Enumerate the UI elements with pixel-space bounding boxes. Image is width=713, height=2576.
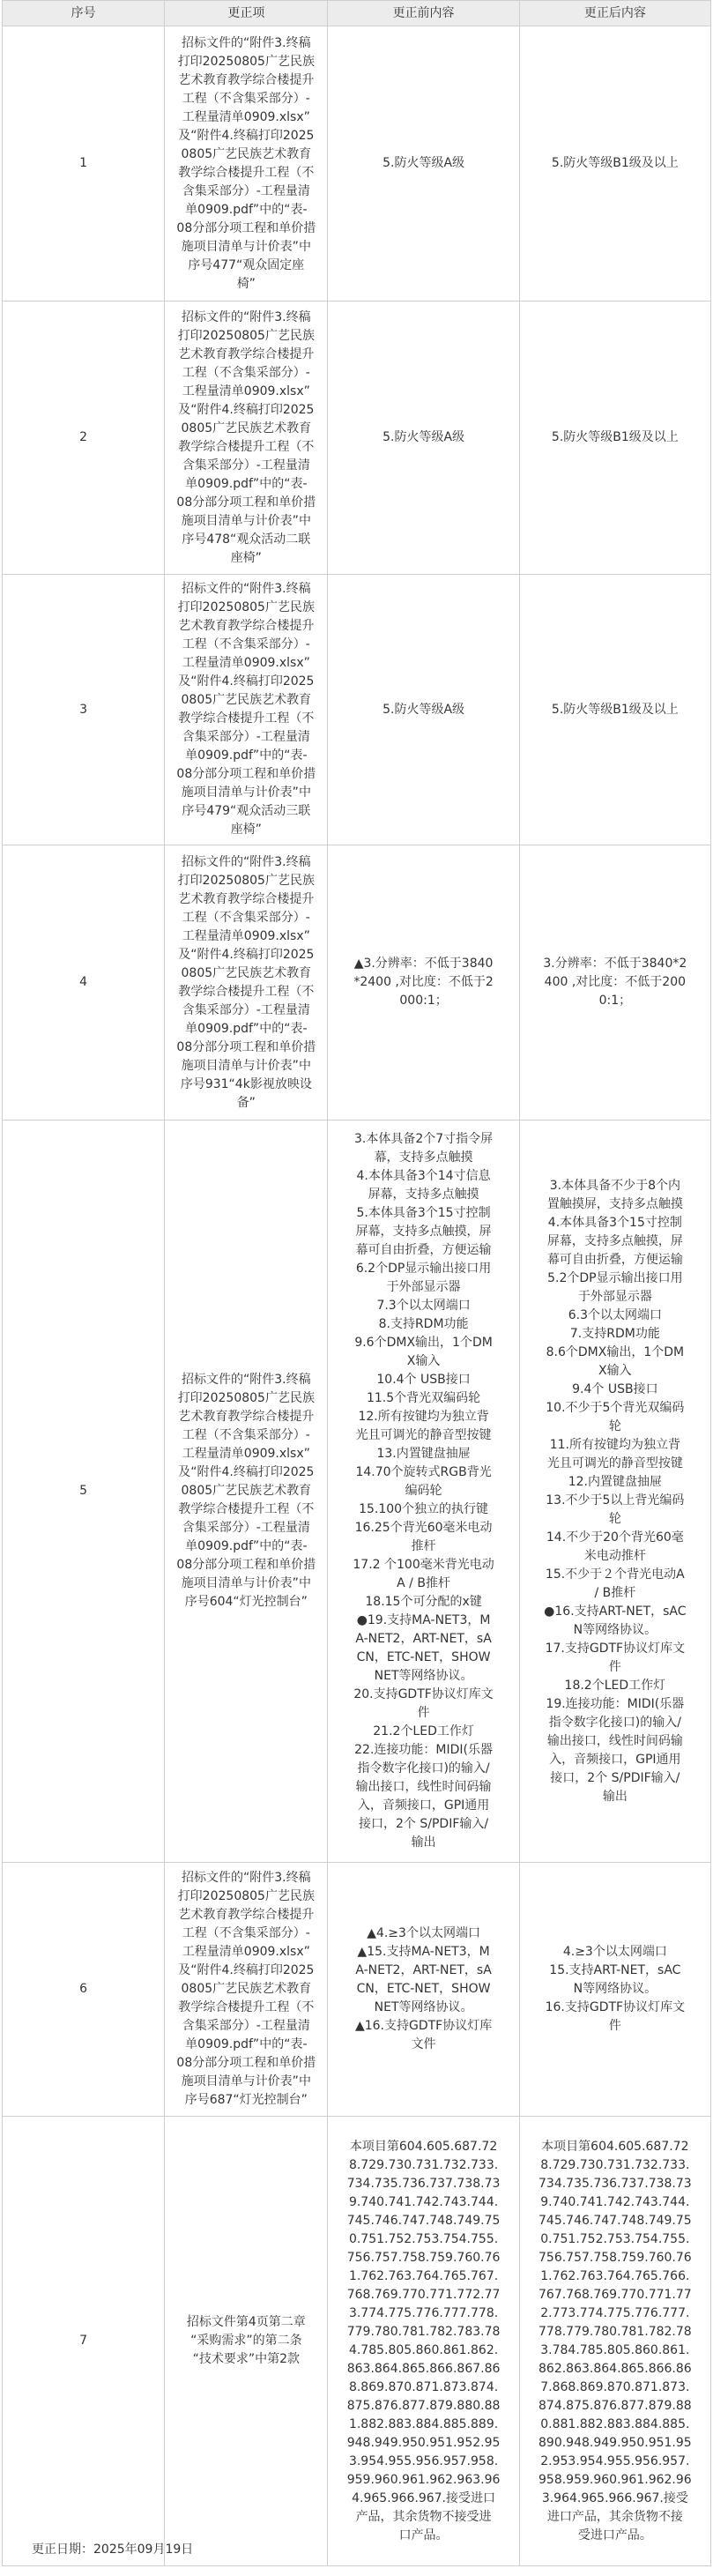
cell-line: 6.2个DP显示输出接口用	[355, 1262, 492, 1276]
cell-line: 工程（不含集采部分）-	[182, 365, 310, 380]
cell-line: 9.4个 USB接口	[572, 1381, 658, 1396]
cell-line: 3.分辨率：不低于3840*2	[543, 957, 687, 971]
cell-line: 打印20250805广艺民族	[177, 54, 315, 69]
cell-line: 958.959.960.961.962.96	[538, 2472, 692, 2487]
cell-line: 4.本体具备3个14寸信息	[356, 1169, 491, 1183]
cell-line: 工程量清单0909.xlsx”	[182, 1447, 310, 1461]
cell-line: 本项目第604.605.687.72	[541, 2139, 689, 2154]
cell-line: A / B推杆	[397, 1576, 450, 1590]
cell-line: 序号479“观众活动三联	[182, 804, 311, 818]
cell-line: 教学综合楼提升工程（不	[178, 439, 315, 454]
cell-line: N等网络协议。	[573, 1622, 657, 1637]
cell-line: 0805广艺民族艺术教育	[181, 421, 312, 436]
after-cell	[519, 26, 710, 302]
cell-line: 1.762.763.764.765.767.	[348, 2268, 499, 2283]
cell-line: 工程（不含集采部分）-	[182, 91, 310, 106]
before-cell	[328, 302, 519, 575]
cell-line: 光且可调光的静音型按键	[355, 1428, 492, 1442]
cell-line: 口产品。	[398, 2528, 449, 2542]
cell-line: 艺术教育教学综合楼提升	[178, 619, 315, 633]
cell-line: 16.25个背光60毫米电动	[354, 1521, 493, 1535]
cell-line: 4.965.966.967.接受进口	[352, 2490, 495, 2505]
cell-line: 875.876.877.879.880.88	[346, 2398, 501, 2413]
cell-line: 0:1；	[598, 994, 632, 1008]
cell-line: 工程量清单0909.xlsx”	[182, 656, 310, 670]
cell-line: “技术要求”中第2款	[192, 2352, 301, 2366]
cell-line: 20.支持GDTF协议灯库文	[353, 1687, 494, 1701]
cell-line: 产品，其余货物不接受进	[355, 2509, 492, 2524]
cell-line: 序号478“观众活动二联	[182, 532, 311, 547]
cell-line: 招标文件第4页第二章	[186, 2315, 306, 2329]
serial-cell: 2	[3, 302, 165, 575]
cell-line: 0805广艺民族艺术教育	[181, 1484, 312, 1498]
after-cell	[519, 1120, 710, 1863]
item-cell	[165, 1120, 328, 1863]
cell-line: 3.784.785.805.860.861.	[540, 2342, 690, 2357]
cell-line: 含集采部分）-工程量清	[182, 1002, 310, 1017]
item-cell	[165, 845, 328, 1120]
cell-line: 0805广艺民族艺术教育	[181, 693, 312, 707]
table-header-row	[3, 1, 711, 26]
cell-line: 17.支持GDTF协议灯库文	[545, 1641, 686, 1656]
cell-line: 单0909.pdf”中的“表-	[185, 748, 308, 763]
cell-line: 08分部分项工程和单价措	[176, 767, 316, 781]
cell-line: CN，ETC-NET，SHOW	[356, 1982, 491, 1996]
cell-line: ●16.支持ART-NET，sAC	[544, 1604, 687, 1619]
cell-line: 5.防火等级B1级及以上	[551, 430, 679, 444]
after-cell	[519, 2117, 710, 2566]
cell-line: 890.948.949.950.951.95	[538, 2435, 692, 2450]
cell-line: 10.不少于5个背光双编码	[546, 1400, 685, 1415]
cell-line: 9.740.741.742.743.744.	[540, 2194, 690, 2209]
cell-line: 进口产品，其余货物不接	[546, 2509, 683, 2524]
before-cell	[328, 2117, 519, 2566]
cell-line: ▲16.支持GDTF协议灯库	[354, 2019, 493, 2033]
cell-line: 767.768.769.770.771.77	[538, 2287, 692, 2302]
cell-line: ●19.支持MA-NET3，M	[356, 1613, 491, 1627]
item-cell	[165, 302, 328, 575]
table-row	[3, 1863, 711, 2117]
cell-line: 施项目清单与计价表”中	[181, 513, 311, 528]
cell-line: 13.内置键盘抽屉	[376, 1447, 471, 1461]
cell-line: 招标文件的“附件3.终稿	[182, 309, 311, 324]
cell-line: 14.70个旋转式RGB背光	[355, 1465, 492, 1479]
after-cell	[519, 575, 710, 845]
item-cell	[165, 575, 328, 845]
cell-line: 屏幕，支持多点触摸，屏	[546, 1233, 683, 1248]
cell-line: ▲15.支持MA-NET3，M	[357, 1945, 490, 1959]
cell-line: 9.6个DMX输出，1个DM	[354, 1336, 493, 1350]
cell-line: 0805广艺民族艺术教育	[181, 1982, 312, 1996]
cell-line: 08分部分项工程和单价措	[176, 1558, 316, 1572]
correction-table	[2, 0, 711, 2566]
cell-line: *2400 ,对比度：不低于2	[353, 975, 494, 989]
cell-line: 8.729.730.731.732.733.	[540, 2157, 690, 2172]
item-cell	[165, 26, 328, 302]
cell-line: 接口，2个 S/PDIF输入/	[550, 1770, 680, 1785]
header-item: 更正项	[165, 1, 328, 26]
cell-line: 12.所有按键均为独立背	[358, 1410, 489, 1424]
cell-line: 序号604“灯光控制台”	[184, 1595, 308, 1609]
cell-line: 输出接口，线性时间码输	[355, 1780, 492, 1794]
cell-line: 756.757.758.759.760.76	[346, 2250, 501, 2265]
item-cell	[165, 2117, 328, 2566]
cell-line: 08分部分项工程和单价措	[176, 220, 316, 235]
cell-line: 08分部分项工程和单价措	[176, 1039, 316, 1054]
cell-line: 2.773.774.775.776.777.	[540, 2305, 690, 2320]
cell-line: 18.2个LED工作灯	[564, 1678, 666, 1693]
serial-cell: 7	[3, 2117, 165, 2566]
before-cell	[328, 1863, 519, 2117]
cell-line: 施项目清单与计价表”中	[181, 239, 311, 254]
cell-line: 21.2个LED工作灯	[373, 1724, 474, 1738]
cell-line: 座椅”	[230, 823, 262, 837]
cell-line: 单0909.pdf”中的“表-	[185, 1021, 308, 1036]
cell-line: ▲4.≥3个以太网端口	[367, 1926, 480, 1940]
cell-line: 0.881.882.883.884.885.	[540, 2416, 690, 2431]
cell-line: CN，ETC-NET，SHOW	[356, 1650, 491, 1664]
cell-line: 单0909.pdf”中的“表-	[185, 476, 308, 491]
cell-line: 入，音频接口，GPI通用	[357, 1798, 490, 1813]
cell-line: 教学综合楼提升工程（不	[178, 1502, 315, 1516]
cell-line: 5.防火等级A级	[382, 156, 465, 170]
cell-line: 于外部显示器	[577, 1289, 652, 1304]
cell-line: 屏幕，支持多点触摸，屏	[355, 1225, 492, 1239]
cell-line: 779.780.781.782.783.78	[346, 2324, 501, 2339]
cell-line: 单0909.pdf”中的“表-	[185, 2037, 308, 2051]
cell-line: 输出接口，线性时间码输	[546, 1733, 683, 1748]
cell-line: 招标文件的“附件3.终稿	[182, 35, 311, 50]
cell-line: A-NET2，ART-NET，sA	[355, 1632, 492, 1646]
cell-line: 含集采部分）-工程量清	[182, 1521, 310, 1535]
cell-line: X输入	[598, 1363, 632, 1378]
table-body	[3, 26, 711, 2566]
cell-line: NET等网络协议。	[374, 2000, 473, 2014]
header-after: 更正后内容	[519, 1, 710, 26]
cell-line: 及“附件4.终稿打印2025	[178, 674, 315, 689]
after-cell	[519, 1863, 710, 2117]
cell-line: 4.本体具备3个15寸控制	[547, 1215, 682, 1230]
before-cell	[328, 1120, 519, 1863]
cell-line: 22.连接功能：MIDI(乐器	[354, 1743, 493, 1757]
cell-line: 艺术教育教学综合楼提升	[178, 1908, 315, 1922]
cell-line: 序号477“观众固定座	[188, 257, 305, 272]
cell-line: 打印20250805广艺民族	[177, 873, 315, 888]
cell-line: 含集采部分）-工程量清	[182, 2019, 310, 2033]
cell-line: 16.支持GDTF协议灯库文	[545, 2000, 686, 2014]
cell-line: 5.防火等级B1级及以上	[551, 702, 679, 717]
cell-line: 8.729.730.731.732.733.	[348, 2157, 499, 2172]
before-cell	[328, 575, 519, 845]
cell-line: 幕可自由折叠，方便运输	[546, 1252, 683, 1267]
cell-line: 教学综合楼提升工程（不	[178, 165, 315, 180]
cell-line: 本项目第604.605.687.72	[349, 2139, 498, 2154]
cell-line: 施项目清单与计价表”中	[181, 2074, 311, 2088]
cell-line: 5.防火等级B1级及以上	[551, 156, 679, 170]
cell-line: 工程量清单0909.xlsx”	[182, 928, 310, 943]
cell-line: 接口，2个 S/PDIF输入/	[359, 1817, 489, 1831]
cell-line: 件	[608, 2019, 621, 2033]
cell-line: 米电动推杆	[583, 1548, 646, 1563]
cell-line: 768.769.770.771.772.77	[346, 2287, 501, 2302]
cell-line: “采购需求”的第二条	[190, 2334, 302, 2348]
cell-line: 编码轮	[405, 1484, 442, 1498]
update-date-value: 2025年09月19日	[93, 2542, 194, 2557]
cell-line: 工程（不含集采部分）-	[182, 1926, 310, 1940]
before-cell	[328, 26, 519, 302]
cell-line: 18.15个可分配的x键	[365, 1595, 482, 1609]
cell-line: 0805广艺民族艺术教育	[181, 965, 312, 980]
cell-line: 序号687“灯光控制台”	[184, 2093, 308, 2107]
serial-cell: 3	[3, 575, 165, 845]
cell-line: 19.连接功能：MIDI(乐器	[546, 1696, 685, 1711]
cell-line: 5.防火等级A级	[382, 430, 465, 444]
cell-line: 艺术教育教学综合楼提升	[178, 891, 315, 906]
cell-line: 输出	[411, 1835, 436, 1850]
cell-line: 7.868.869.870.871.873.	[540, 2379, 690, 2394]
cell-line: 招标文件的“附件3.终稿	[182, 1373, 311, 1387]
table-row	[3, 1120, 711, 1863]
cell-line: 指令数字化接口)的输入/	[357, 1761, 490, 1776]
cell-line: 000:1；	[399, 994, 448, 1008]
cell-line: 施项目清单与计价表”中	[181, 1058, 311, 1073]
update-date-label: 更正日期：	[32, 2542, 93, 2557]
cell-line: 推杆	[411, 1539, 436, 1553]
cell-line: 745.746.747.748.749.75	[538, 2213, 692, 2228]
after-cell	[519, 845, 710, 1120]
cell-line: 工程量清单0909.xlsx”	[182, 109, 310, 124]
cell-line: / B推杆	[594, 1585, 636, 1600]
cell-line: 及“附件4.终稿打印2025	[178, 947, 315, 962]
cell-line: 幕可自由折叠，方便运输	[355, 1243, 492, 1257]
cell-line: 入，音频接口，GPI通用	[549, 1752, 681, 1767]
header-before: 更正前内容	[328, 1, 519, 26]
cell-line: NET等网络协议。	[374, 1669, 473, 1683]
cell-line: 打印20250805广艺民族	[177, 1391, 315, 1405]
cell-line: 教学综合楼提升工程（不	[178, 984, 315, 999]
cell-line: 1.882.883.884.885.889.	[348, 2416, 499, 2431]
cell-line: 1.762.763.764.765.766.	[540, 2268, 690, 2283]
cell-line: 幕，支持多点触摸	[374, 1150, 473, 1165]
cell-line: 工程量清单0909.xlsx”	[182, 383, 310, 398]
cell-line: 施项目清单与计价表”中	[181, 785, 311, 800]
cell-line: 874.875.876.877.879.88	[538, 2398, 692, 2413]
cell-line: 件	[608, 1659, 621, 1674]
cell-line: 件	[417, 1706, 430, 1720]
update-date	[32, 2541, 193, 2558]
cell-line: 艺术教育教学综合楼提升	[178, 1410, 315, 1424]
cell-line: 15.不少于２个背光电动A	[545, 1567, 685, 1582]
cell-line: 862.863.864.865.866.86	[538, 2361, 692, 2376]
cell-line: 3.本体具备不少于8个内	[549, 1178, 680, 1193]
table-row	[3, 302, 711, 575]
serial-cell: 1	[3, 26, 165, 302]
cell-line: 14.不少于20个背光60毫	[546, 1530, 684, 1545]
cell-line: 0805广艺民族艺术教育	[181, 146, 312, 161]
cell-line: 打印20250805广艺民族	[177, 1889, 315, 1903]
before-cell	[328, 845, 519, 1120]
cell-line: 招标文件的“附件3.终稿	[182, 854, 311, 869]
cell-line: 734.735.736.737.738.73	[538, 2176, 692, 2191]
cell-line: 863.864.865.866.867.86	[346, 2361, 501, 2376]
cell-line: 打印20250805广艺民族	[177, 600, 315, 614]
cell-line: 778.779.780.781.782.78	[538, 2324, 692, 2339]
cell-line: 756.757.758.759.760.76	[538, 2250, 692, 2265]
cell-line: 及“附件4.终稿打印2025	[178, 402, 315, 417]
cell-line: 文件	[411, 2037, 436, 2051]
cell-line: 于外部显示器	[386, 1280, 461, 1294]
cell-line: 受进口产品。	[577, 2528, 652, 2542]
cell-line: 734.735.736.737.738.73	[346, 2176, 501, 2191]
cell-line: 0.751.752.753.754.755.	[540, 2231, 690, 2246]
cell-line: 艺术教育教学综合楼提升	[178, 72, 315, 87]
cell-line: 艺术教育教学综合楼提升	[178, 346, 315, 361]
cell-line: 座椅”	[230, 550, 262, 565]
cell-line: 6.3个以太网端口	[568, 1307, 662, 1322]
cell-line: 08分部分项工程和单价措	[176, 2056, 316, 2070]
cell-line: 13.不少于5以上背光编码	[546, 1493, 685, 1508]
item-cell	[165, 1863, 328, 2117]
table-row	[3, 2117, 711, 2566]
cell-line: 教学综合楼提升工程（不	[178, 711, 315, 726]
cell-line: 轮	[608, 1418, 621, 1433]
cell-line: 8.支持RDM功能	[378, 1317, 469, 1331]
cell-line: 15.支持ART-NET，sAC	[549, 1963, 681, 1977]
cell-line: 含集采部分）-工程量清	[182, 183, 310, 198]
cell-line: 屏幕，支持多点触摸	[368, 1187, 479, 1202]
cell-line: 745.746.747.748.749.75	[346, 2213, 501, 2228]
cell-line: 光且可调光的静音型按键	[546, 1456, 683, 1470]
cell-line: 序号931“4k影视放映设	[180, 1076, 312, 1091]
serial-cell: 6	[3, 1863, 165, 2117]
cell-line: 招标文件的“附件3.终稿	[182, 582, 311, 596]
table-row	[3, 26, 711, 302]
cell-line: 5.2个DP显示输出接口用	[547, 1270, 683, 1285]
cell-line: 招标文件的“附件3.终稿	[182, 1871, 311, 1885]
cell-line: 3.954.955.956.957.958.	[348, 2453, 499, 2468]
cell-line: 单0909.pdf”中的“表-	[185, 1539, 308, 1553]
cell-line: N等网络协议。	[573, 1982, 657, 1996]
cell-line: 11.5个背光双编码轮	[366, 1391, 481, 1405]
cell-line: 备”	[236, 1095, 256, 1110]
cell-line: 3.774.775.776.777.778.	[348, 2305, 499, 2320]
serial-cell: 4	[3, 845, 165, 1120]
cell-line: 10.4个 USB接口	[376, 1373, 471, 1387]
cell-line: 11.所有按键均为独立背	[549, 1437, 680, 1452]
cell-line: 8.6个DMX输出，1个DM	[546, 1344, 685, 1359]
cell-line: 工程量清单0909.xlsx”	[182, 1945, 310, 1959]
cell-line: 4.≥3个以太网端口	[562, 1945, 667, 1959]
cell-line: 9.740.741.742.743.744.	[348, 2194, 499, 2209]
cell-line: 工程（不含集采部分）-	[182, 1428, 310, 1442]
table-row	[3, 575, 711, 845]
cell-line: 08分部分项工程和单价措	[176, 495, 316, 510]
cell-line: 3.964.965.966.967.接受	[541, 2490, 688, 2505]
header-serial: 序号	[3, 1, 165, 26]
cell-line: 959.960.961.962.963.96	[346, 2472, 501, 2487]
cell-line: 8.869.870.871.873.874.	[348, 2379, 499, 2394]
cell-line: 948.949.950.951.952.95	[346, 2435, 501, 2450]
cell-line: 含集采部分）-工程量清	[182, 458, 310, 473]
cell-line: 含集采部分）-工程量清	[182, 730, 310, 744]
cell-line: 17.2 个100毫米背光电动	[353, 1558, 494, 1572]
cell-line: 打印20250805广艺民族	[177, 328, 315, 343]
cell-line: 5.防火等级A级	[382, 702, 465, 717]
cell-line: X输入	[406, 1354, 441, 1368]
cell-line: 工程（不含集采部分）-	[182, 637, 310, 651]
cell-line: 3.本体具备2个7寸指令屏	[353, 1132, 494, 1146]
cell-line: 工程（不含集采部分）-	[182, 910, 310, 925]
cell-line: 7.3个以太网端口	[376, 1299, 471, 1313]
cell-line: 400 ,对比度：不低于200	[544, 975, 687, 989]
table-row	[3, 845, 711, 1120]
cell-line: 输出	[602, 1789, 628, 1804]
cell-line: 2.953.954.955.956.957.	[540, 2453, 690, 2468]
cell-line: 椅”	[236, 276, 256, 291]
cell-line: 12.内置键盘抽屉	[568, 1474, 662, 1489]
cell-line: 及“附件4.终稿打印2025	[178, 1963, 315, 1977]
cell-line: ▲3.分辨率：不低于3840	[353, 957, 494, 971]
cell-line: A-NET2，ART-NET，sA	[355, 1963, 492, 1977]
cell-line: 单0909.pdf”中的“表-	[185, 202, 308, 217]
cell-line: 5.本体具备3个15寸控制	[356, 1206, 491, 1220]
cell-line: 指令数字化接口)的输入/	[548, 1715, 681, 1730]
cell-line: 轮	[608, 1511, 621, 1526]
cell-line: 4.785.805.860.861.862.	[348, 2342, 499, 2357]
cell-line: 置触摸屏，支持多点触摸	[546, 1196, 683, 1211]
cell-line: 15.100个独立的执行键	[359, 1502, 489, 1516]
serial-cell: 5	[3, 1120, 165, 1863]
cell-line: 及“附件4.终稿打印2025	[178, 1465, 315, 1479]
cell-line: 教学综合楼提升工程（不	[178, 2000, 315, 2014]
cell-line: 及“附件4.终稿打印2025	[178, 128, 315, 143]
cell-line: 0.751.752.753.754.755.	[348, 2231, 499, 2246]
cell-line: 7.支持RDM功能	[569, 1326, 660, 1341]
after-cell	[519, 302, 710, 575]
cell-line: 施项目清单与计价表”中	[181, 1576, 311, 1590]
